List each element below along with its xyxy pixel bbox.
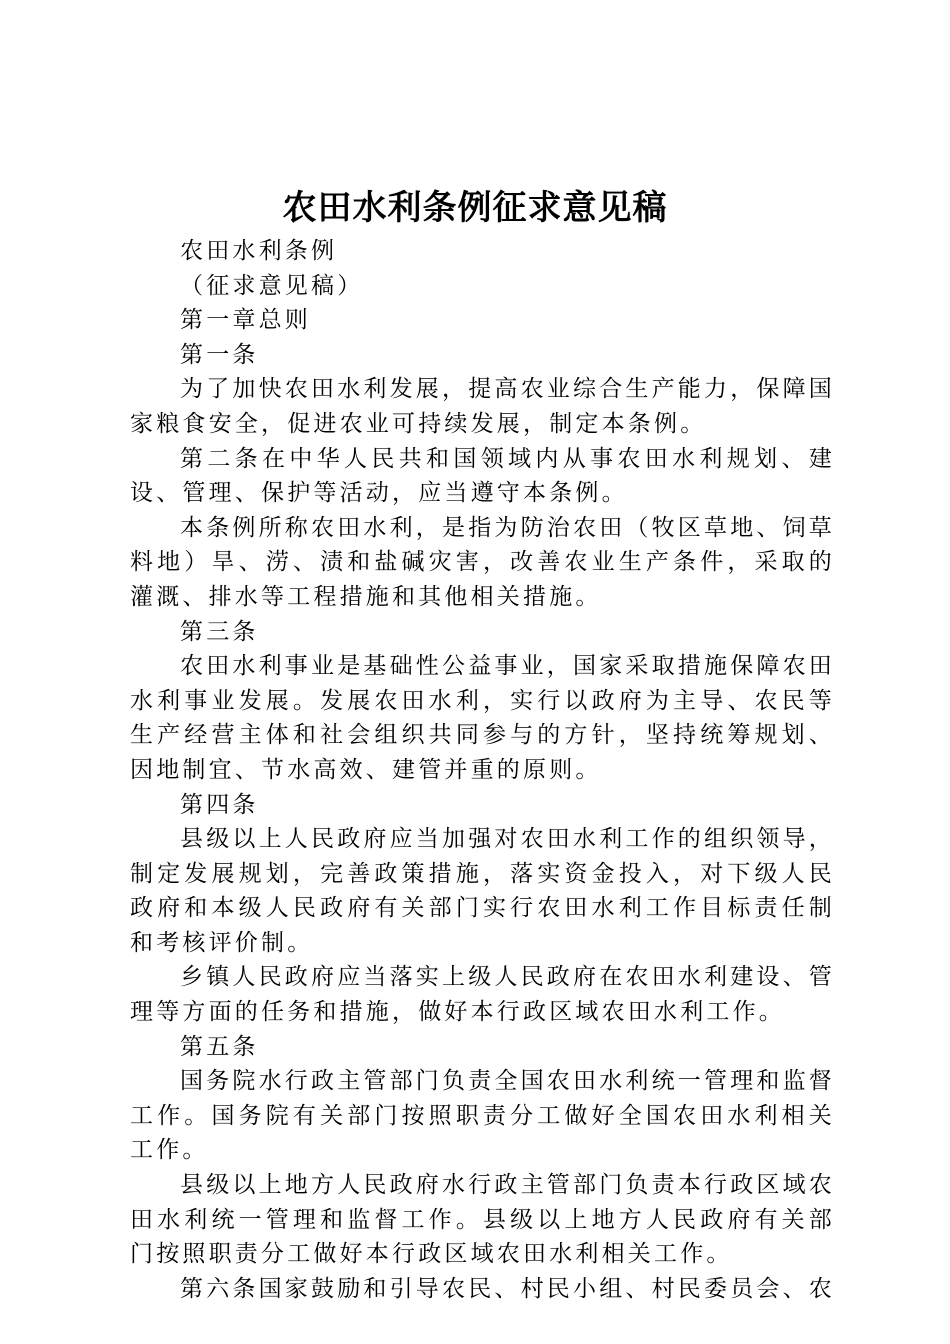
paragraph-article-4-township: 乡镇人民政府应当落实上级人民政府在农田水利建设、管理等方面的任务和措施，做好本行政区域农田水利工作。	[130, 964, 835, 1026]
paragraph-article-4-heading: 第四条	[180, 791, 259, 818]
document-title: 农田水利条例征求意见稿	[282, 188, 668, 228]
paragraph-article-5-heading: 第五条	[180, 1033, 259, 1060]
paragraph-article-5-local: 县级以上地方人民政府水行政主管部门负责本行政区域农田水利统一管理和监督工作。县级以上地方人民政府有关部门按照职责分工做好本行政区域农田水利相关工作。	[130, 1172, 835, 1268]
paragraph-article-3-text: 农田水利事业是基础性公益事业，国家采取措施保障农田水利事业发展。发展农田水利，实行以政府为主导、农民等生产经营主体和社会组织共同参与的方针，坚持统筹规划、因地制宜、节水高效、建管并重的原则。	[130, 653, 835, 783]
paragraph-chapter-1-heading: 第一章总则	[180, 307, 311, 334]
paragraph-article-2-definition: 本条例所称农田水利，是指为防治农田（牧区草地、饲草料地）旱、涝、渍和盐碱灾害，改善农业生产条件，采取的灌溉、排水等工程措施和其他相关措施。	[130, 514, 835, 610]
paragraph-article-1-text: 为了加快农田水利发展，提高农业综合生产能力，保障国家粮食安全，促进农业可持续发展，制定本条例。	[130, 376, 835, 437]
paragraph-article-3-heading: 第三条	[180, 618, 259, 645]
paragraph-article-2-text: 第二条在中华人民共和国领域内从事农田水利规划、建设、管理、保护等活动，应当遵守本条例。	[130, 445, 835, 507]
document-body	[130, 234, 835, 1306]
paragraph-regulation-name: 农田水利条例	[180, 238, 338, 264]
paragraph-article-4-text: 县级以上人民政府应当加强对农田水利工作的组织领导，制定发展规划，完善政策措施，落实资金投入，对下级人民政府和本级人民政府有关部门实行农田水利工作目标责任制和考核评价制。	[130, 826, 835, 956]
paragraph-article-5-state-council: 国务院水行政主管部门负责全国农田水利统一管理和监督工作。国务院有关部门按照职责分工做好全国农田水利相关工作。	[130, 1068, 835, 1164]
paragraph-article-1-heading: 第一条	[180, 341, 259, 368]
paragraph-article-6-text: 第六条国家鼓励和引导农民、村民小组、村民委员会、农	[180, 1275, 835, 1302]
paragraph-draft-note: （征求意见稿）	[180, 272, 364, 299]
